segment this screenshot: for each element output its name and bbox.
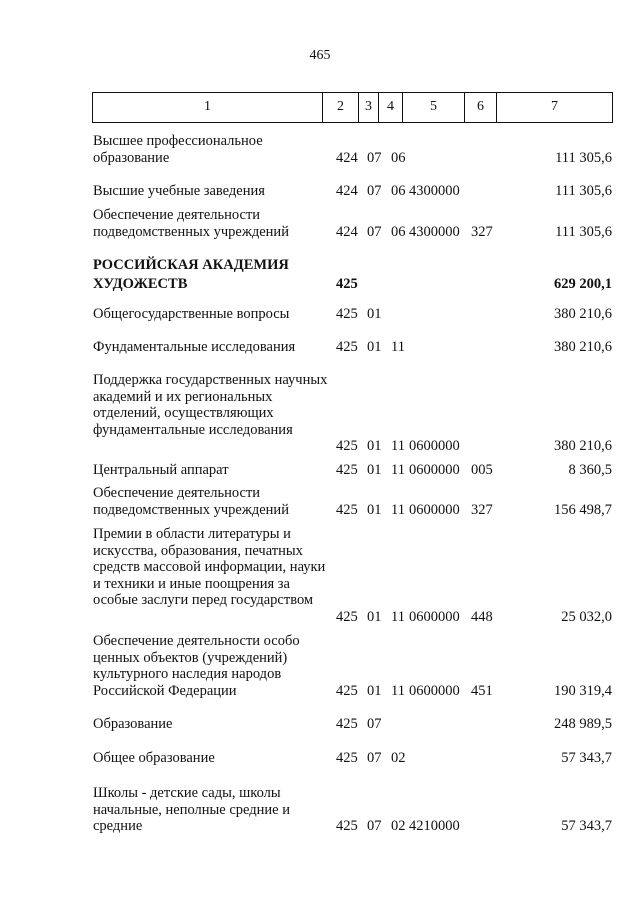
row-name: Премии в области литературы и искусства, образования, печатных средств массовой информации, науки и техники и иные поощрения за особые заслуги перед государством — [93, 526, 326, 608]
row-codes — [336, 502, 501, 519]
code-c5: 0600000 — [409, 608, 460, 625]
header-col-2: 2 — [322, 92, 358, 122]
row-name: Обеспечение деятельности подведомственных учреждений — [93, 207, 289, 240]
code-c4: 11 — [391, 462, 405, 478]
row-codes — [336, 224, 501, 241]
code-c4: 06 — [391, 223, 406, 240]
row-codes — [336, 818, 501, 835]
code-c6: 327 — [471, 501, 493, 518]
code-c3: 01 — [367, 608, 382, 625]
code-c2: 425 — [336, 306, 358, 322]
row-amount: 629 200,1 — [554, 276, 612, 292]
code-c3: 07 — [367, 750, 382, 766]
row-amount: 111 305,6 — [555, 183, 612, 199]
row-amount: 156 498,7 — [554, 501, 612, 518]
code-c2: 424 — [336, 183, 358, 199]
row-codes — [336, 339, 501, 356]
row-codes — [336, 683, 501, 700]
code-c6: 448 — [471, 608, 493, 625]
code-c4: 02 — [391, 818, 406, 834]
row-name: РОССИЙСКАЯ АКАДЕМИЯ ХУДОЖЕСТВ — [93, 257, 289, 292]
header-right-edge — [612, 92, 613, 122]
row-amount: 57 343,7 — [561, 818, 612, 834]
row-name: Высшее профессиональное образование — [93, 133, 263, 166]
code-c2: 425 — [336, 682, 358, 699]
row-amount: 8 360,5 — [568, 462, 612, 478]
row-codes — [336, 750, 501, 767]
code-c2: 425 — [336, 276, 358, 292]
code-c4: 11 — [391, 682, 405, 699]
row-name: Высшие учебные заведения — [93, 183, 265, 199]
code-c3: 07 — [367, 716, 382, 732]
row-name: Обеспечение деятельности особо ценных объектов (учреждений) культурного наследия народов Российской Федерации — [93, 633, 300, 699]
row-amount: 25 032,0 — [561, 608, 612, 625]
row-codes — [336, 462, 501, 479]
code-c3: 01 — [367, 501, 382, 518]
code-c3: 01 — [367, 682, 382, 699]
row-name: Образование — [93, 716, 173, 732]
row-codes — [336, 716, 501, 733]
code-c4: 06 — [391, 183, 406, 199]
code-c5: 4300000 — [409, 223, 460, 240]
code-c4: 11 — [391, 608, 405, 625]
code-c4: 02 — [391, 750, 406, 766]
code-c3: 07 — [367, 223, 382, 240]
code-c2: 424 — [336, 149, 358, 166]
header-col-4: 4 — [378, 92, 402, 122]
row-amount: 111 305,6 — [555, 149, 612, 166]
row-name: Обеспечение деятельности подведомственных учреждений — [93, 485, 289, 518]
code-c4: 11 — [391, 339, 405, 355]
header-col-3: 3 — [358, 92, 378, 122]
row-amount: 111 305,6 — [555, 223, 612, 240]
page-number: 465 — [309, 48, 331, 63]
row-name: Поддержка государственных научных академий и их региональных отделений, осуществляющих фундаментальные исследования — [93, 372, 328, 438]
row-amount: 380 210,6 — [554, 306, 612, 322]
code-c2: 425 — [336, 462, 358, 478]
row-amount: 380 210,6 — [554, 438, 612, 454]
code-c4: 11 — [391, 438, 405, 454]
row-name: Центральный аппарат — [93, 462, 229, 478]
code-c2: 425 — [336, 339, 358, 355]
row-codes — [336, 438, 501, 455]
code-c2: 425 — [336, 750, 358, 766]
row-name: Общегосударственные вопросы — [93, 306, 290, 322]
code-c2: 424 — [336, 223, 358, 240]
code-c5: 4300000 — [409, 183, 460, 199]
code-c5: 0600000 — [409, 462, 460, 478]
row-amount: 190 319,4 — [554, 682, 612, 699]
code-c3: 01 — [367, 306, 382, 322]
row-name: Школы - детские сады, школы начальные, неполные средние и средние — [93, 785, 290, 834]
code-c6: 327 — [471, 223, 493, 240]
code-c3: 07 — [367, 183, 382, 199]
row-amount: 248 989,5 — [554, 716, 612, 732]
header-col-6: 6 — [464, 92, 496, 122]
code-c3: 01 — [367, 438, 382, 454]
row-amount: 380 210,6 — [554, 339, 612, 355]
row-name: Общее образование — [93, 750, 215, 766]
code-c5: 0600000 — [409, 501, 460, 518]
header-bottom-rule — [92, 122, 613, 123]
code-c4: 11 — [391, 501, 405, 518]
header-col-1: 1 — [92, 92, 322, 122]
code-c6: 005 — [471, 462, 493, 478]
row-codes — [336, 306, 501, 323]
code-c5: 0600000 — [409, 438, 460, 454]
code-c3: 07 — [367, 818, 382, 834]
code-c2: 425 — [336, 501, 358, 518]
row-codes — [336, 609, 501, 626]
header-col-7: 7 — [496, 92, 612, 122]
code-c5: 0600000 — [409, 682, 460, 699]
row-codes — [336, 150, 501, 167]
row-name: Фундаментальные исследования — [93, 339, 296, 355]
code-c4: 06 — [391, 149, 406, 166]
code-c2: 425 — [336, 716, 358, 732]
code-c5: 4210000 — [409, 818, 460, 834]
code-c3: 01 — [367, 462, 382, 478]
code-c6: 451 — [471, 682, 493, 699]
code-c2: 425 — [336, 438, 358, 454]
row-codes — [336, 275, 501, 294]
code-c3: 01 — [367, 339, 382, 355]
code-c2: 425 — [336, 608, 358, 625]
header-col-5: 5 — [402, 92, 464, 122]
code-c3: 07 — [367, 149, 382, 166]
row-codes — [336, 183, 501, 200]
code-c2: 425 — [336, 818, 358, 834]
row-amount: 57 343,7 — [561, 750, 612, 766]
